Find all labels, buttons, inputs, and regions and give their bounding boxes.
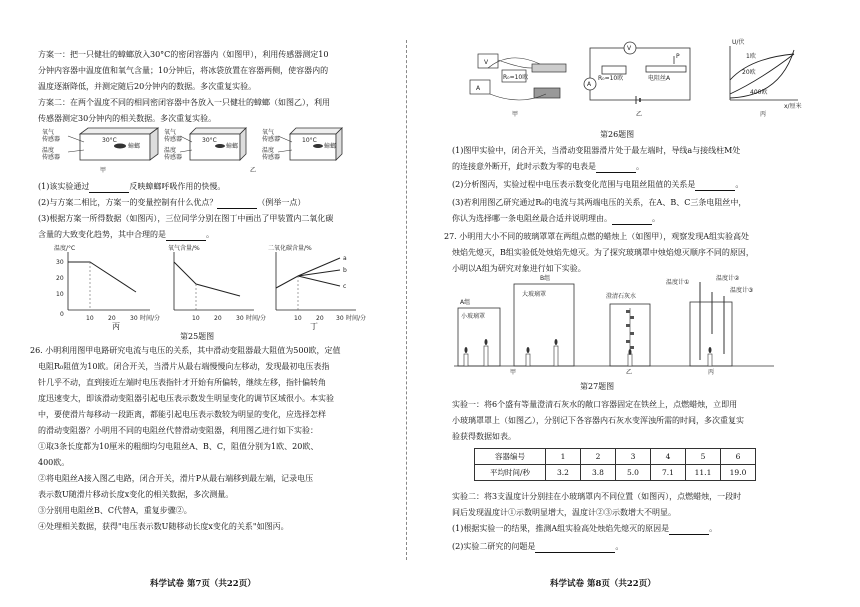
graph3-line-b: b [343,267,347,274]
fig27-caption: 第27题图 [580,382,615,391]
answer-blank[interactable] [89,183,129,193]
label-sensor-yi2: 传感器 [262,136,281,143]
q26-3b: 你认为选择哪一条电阻丝最合适并说明理由。 。 [452,214,660,223]
label-big-jar: 大玻璃罩 [522,291,547,298]
table-cell: 7.1 [651,465,686,481]
label-yi: 乙 [250,167,257,174]
box-jia [68,128,158,160]
graph2-xlabel: 时间/分 [246,315,267,322]
right-page [430,0,860,607]
label-sensor-jia: 传感器 [42,136,61,143]
graph-temperature [54,244,160,322]
label-temp-sensor-yi1: 传感器 [164,154,183,161]
q26-line6: 的滑动变阻器？小明用不同的电阻丝代替滑动变阻器，利用图乙进行如下实验： [38,426,318,435]
graph2-xtick-30: 30 [236,315,244,322]
label-bug-jia: 蟑螂 [128,143,141,150]
label-o2-sensor-jia: 氧气 [42,129,55,136]
q26-1b: 的连接意外断开，此时示数为零的电表是 。 [452,162,644,171]
fig26-caption: 第26题图 [600,130,635,139]
label-group-b: B组 [540,275,551,282]
q25-1: (1)该实验通过 反映蟑螂呼吸作用的快慢。 [38,182,226,191]
graph3-ylabel: 二氧化碳含量/% [268,245,312,252]
label-o2-sensor-yi2: 氧气 [262,129,275,136]
label-meter-a-jia: A [476,85,481,92]
q25-3b: 含量的大致变化趋势，其中合理的是 。 [38,230,214,239]
q26-line4: 度迅速变大，即该滑动变阻器引起电压表示数发生明显变化的调节区域很小。本实验 [38,394,334,403]
answer-blank[interactable] [596,163,636,173]
table-cell: 5 [686,449,721,465]
footer-page7: 科学试卷 第7页（共22页） [150,579,256,589]
q27-line3: 小明以A组为研究对象进行如下实验。 [452,264,586,273]
table-cell: 19.0 [721,465,756,481]
table-header-time: 平均时间/秒 [475,465,546,481]
label-temp-jia: 温度 [42,147,55,154]
table-row [475,465,756,481]
q26-line5: 中，要使滑片每移动一段距离，都能引起电压表示数较为明显的变化，应选择怎样 [38,410,326,419]
exp1-line3: 验获得数据如表。 [452,432,516,441]
label-jia: 甲 [100,167,107,174]
label-bug-yi2: 蟑螂 [324,143,337,150]
label-temp-sensor-yi2: 传感器 [262,154,281,161]
q26-1: (1)图甲实验中，闭合开关，当滑动变阻器滑片处于最左端时，导线a与接线柱M处 [452,146,741,155]
graph2-ylabel: 氧气含量/% [168,245,200,252]
lime-water-setup [606,292,650,366]
label-thermo-1: 温度计① [666,279,690,286]
label-ding: 丁 [310,322,318,331]
label-meter-a: A [587,81,592,88]
table-cell: 3.2 [546,465,581,481]
label-temp-yi1: 温度 [164,147,177,154]
graph1-xtick-10: 10 [86,315,94,322]
plan1-line3: 温度逐渐降低，并测定随后20分钟内的数据。多次重复实验。 [38,82,257,91]
q25-2: (2)与方案二相比，方案一的变量控制有什么优点？ （例举一点） [38,198,306,207]
q27-2: (2)实验二研究的问题是 。 [452,542,624,551]
exp2-line1: 实验二：将3支温度计分别挂在小玻璃罩内不同位置（如图丙），点燃蜡烛，一段时 [452,492,742,501]
circuit-jia [470,54,566,118]
graph1-xtick-30: 30 [130,315,138,322]
fig26-circuits [450,40,810,122]
group-b [514,274,574,366]
graph1-ytick-20: 20 [56,275,64,282]
fig25-caption: 第25题图 [180,332,215,341]
label-r0-jia: R₀=10欧 [503,74,529,81]
graph3-xtick-20: 20 [316,315,324,322]
table-cell: 5.0 [616,465,651,481]
label-thermo-3: 温度计③ [730,287,754,294]
label-jia-26: 甲 [512,111,519,118]
exp2-line2: 间后发现温度计①示数明显增大，温度计②③示数增大不明显。 [452,508,676,517]
label-lime-water: 澄清石灰水 [606,293,637,300]
table-row [475,449,756,465]
q27-1: (1)根据实验一的结果，推测A组实验高处烛焰先熄灭的原因是 。 [452,524,718,533]
graph3-line-c: c [343,283,347,290]
fig27-candles [454,274,794,376]
q26-line9: ②将电阻丝A接入图乙电路，闭合开关，滑片P从最右端移到最左端，记录电压 [38,474,314,483]
table-cell: 3 [616,449,651,465]
table-cell: 1 [546,449,581,465]
table-cell: 2 [581,449,616,465]
label-meter-v: V [627,45,632,52]
label-30c: 30°C [102,137,117,144]
label-10c: 10°C [302,137,317,144]
exp1-line1: 实验一：将6个盛有等量澄清石灰水的敞口容器固定在铁丝上，点燃蜡烛，立即用 [452,400,738,409]
answer-blank[interactable] [166,231,206,241]
label-temp-sensor-jia: 传感器 [42,154,61,161]
label-jia-27: 甲 [510,369,517,376]
label-bing: 丙 [112,322,120,331]
answer-blank[interactable] [669,525,709,535]
answer-blank[interactable] [535,543,615,553]
exp1-line2: 小玻璃罩罩上（如图乙），分别记下各容器内石灰水变浑浊所需的时间，多次重复实 [452,416,744,425]
graph-voltage [730,38,802,118]
graph3-xtick-10: 10 [294,315,302,322]
label-bing-27: 丙 [708,369,715,376]
label-yi-26: 乙 [636,111,643,118]
table-cell: 11.1 [686,465,721,481]
label-400ohm: 400欧 [750,89,768,96]
label-r0: R₀=10欧 [598,75,624,82]
label-20ohm: 20欧 [742,69,756,76]
label-u-axis: U/伏 [732,39,745,46]
q26-line10: 表示数U随滑片移动长度x变化的相关数据，多次测量。 [38,490,234,499]
graph1-xtick-20: 20 [108,315,116,322]
graph2-xtick-20: 20 [214,315,222,322]
label-o2-sensor-yi1: 氧气 [164,129,177,136]
fig25-apparatus [40,128,340,176]
footer-page8: 科学试卷 第8页（共22页） [550,579,656,589]
label-wire-a: 电阻丝A [648,75,671,82]
graph-oxygen [168,244,266,322]
plan2-line2: 传感器测定30分钟内的相关数据。多次重复实验。 [38,114,217,123]
table-cell: 3.8 [581,465,616,481]
graph1-ytick-30: 30 [56,259,64,266]
graph3-line-a: a [343,255,347,262]
label-1ohm: 1欧 [746,53,756,60]
plan1-line2: 分钟内容器中温度值和氧气含量；10分钟后，将冰袋放置在容器两侧，使容器内的 [38,66,329,75]
answer-blank[interactable] [217,199,257,209]
page-divider [406,40,407,560]
label-thermo-2: 温度计② [716,275,740,282]
table-header-id: 容器编号 [475,449,546,465]
group-a [458,298,500,366]
plan1-line1: 方案一：把一只健壮的蟑螂放入30°C的密闭容器内（如图甲），利用传感器测定10 [38,50,329,59]
label-yi-27: 乙 [626,369,633,376]
label-group-a: A组 [460,299,471,306]
label-x-axis: x/厘米 [784,103,802,110]
graph1-ytick-0: 0 [60,311,64,318]
q26-3: (3)若利用图乙研究通过R₀的电流与其两端电压的关系，在A、B、C三条电阻丝中， [452,198,747,207]
label-temp-yi2: 温度 [262,147,275,154]
graph3-xlabel: 时间/分 [346,315,367,322]
q26-line11: ③分别用电阻丝B、C代替A，重复步骤②。 [38,506,192,515]
label-slider-p: P [676,53,680,60]
label-bug-yi1: 蟑螂 [226,143,239,150]
graph2-xtick-10: 10 [192,315,200,322]
label-meter-v-jia: V [484,59,489,66]
label-sensor-yi1: 传感器 [164,136,183,143]
q26-line2: 电阻R₀阻值为10欧。闭合开关，当滑片从最右端慢慢向左移动，发现最初电压表指 [38,362,330,371]
label-small-jar: 小玻璃罩 [461,313,486,320]
q26-line8: 400欧。 [38,458,70,467]
results-table [474,448,756,481]
answer-blank[interactable] [695,181,735,191]
q26-line7: ①取3条长度都为10厘米的粗细均匀电阻丝A、B、C，阻值分别为1欧、20欧、 [38,442,319,451]
q26-line12: ④处理相关数据，获得"电压表示数U随移动长度x变化的关系"如图丙。 [38,522,289,531]
q26-2: (2)分析图丙，实验过程中电压表示数变化范围与电阻丝阻值的关系是 。 [452,180,744,189]
table-cell: 4 [651,449,686,465]
q27-line1: 27. 小明用大小不同的玻璃罩罩在两组点燃的蜡烛上（如图甲），观察发现A组实验高处 [444,232,750,241]
plan2-line1: 方案二：在两个温度不同的相同密闭容器中各放入一只健壮的蟑螂（如图乙），利用 [38,98,330,107]
graph1-ylabel: 温度/°C [54,245,76,252]
thermometer-setup [666,274,753,366]
graph-co2 [268,244,366,322]
q27-line2: 烛焰先熄灭，B组实验低处烛焰先熄灭。为了探究玻璃罩中烛焰熄灭顺序不同的原因， [452,248,754,257]
fig25-graphs [40,244,367,328]
graph1-ytick-10: 10 [56,291,64,298]
circuit-yi [584,42,690,118]
graph3-xtick-30: 30 [336,315,344,322]
graph1-xlabel: 时间/分 [140,315,161,322]
q26-line1: 26. 小明利用图甲电路研究电流与电压的关系，其中滑动变阻器最大阻值为500欧，定值 [30,346,341,355]
q25-3: (3)根据方案一所得数据（如图丙），三位同学分别在图丁中画出了甲装置内二氧化碳 [38,214,334,223]
label-bing-26: 丙 [760,111,767,118]
answer-blank[interactable] [612,215,652,225]
label-30c-yi: 30°C [202,137,217,144]
q26-line3: 针几乎不动，直到接近左端时电压表指针才开始有所偏转，继续左移，指针偏转角 [38,378,326,387]
table-cell: 6 [721,449,756,465]
